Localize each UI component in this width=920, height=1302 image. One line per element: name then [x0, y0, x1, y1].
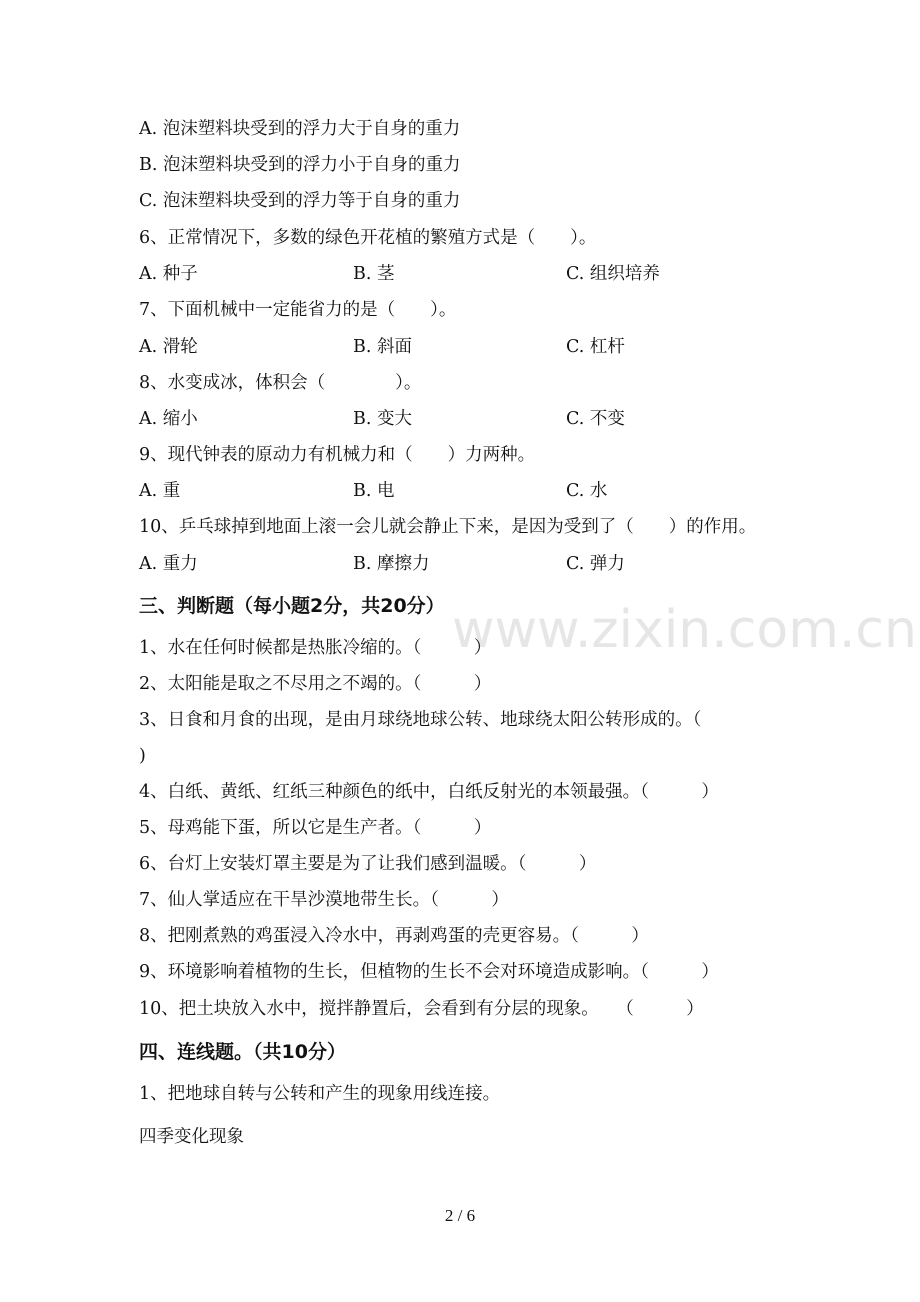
judge-item-9: 9、环境影响着植物的生长，但植物的生长不会对环境造成影响。（ ）: [139, 962, 719, 982]
judge-item-3-cont: ): [139, 746, 146, 766]
watermark: www.zixin.com.cn: [452, 600, 917, 660]
q10-option-c: C. 弹力: [566, 554, 625, 574]
judge-item-7: 7、仙人掌适应在干旱沙漠地带生长。（ ）: [139, 890, 509, 910]
q6-option-c: C. 组织培养: [566, 264, 660, 284]
q7-option-b: B. 斜面: [353, 337, 412, 357]
section-4-heading: 四、连线题。（共10分）: [139, 1041, 346, 1063]
q8-option-a: A. 缩小: [139, 409, 198, 429]
q10-option-b: B. 摩擦力: [353, 554, 430, 574]
matching-label: 四季变化现象: [139, 1127, 244, 1147]
q9-option-c: C. 水: [566, 481, 608, 501]
judge-item-4: 4、白纸、黄纸、红纸三种颜色的纸中，白纸反射光的本领最强。（ ）: [139, 782, 719, 802]
option-line: A. 泡沫塑料块受到的浮力大于自身的重力: [139, 119, 461, 139]
judge-item-10: 10、把土块放入水中，搅拌静置后，会看到有分层的现象。 （ ）: [139, 999, 704, 1019]
judge-item-8: 8、把刚煮熟的鸡蛋浸入冷水中，再剥鸡蛋的壳更容易。（ ）: [139, 926, 649, 946]
option-line: C. 泡沫塑料块受到的浮力等于自身的重力: [139, 191, 461, 211]
section-3-heading: 三、判断题（每小题2分，共20分）: [139, 595, 445, 617]
matching-item-1: 1、把地球自转与公转和产生的现象用线连接。: [139, 1084, 501, 1104]
option-line: B. 泡沫塑料块受到的浮力小于自身的重力: [139, 155, 461, 175]
question-8: 8、水变成冰，体积会（ ）。: [139, 373, 422, 393]
judge-item-2: 2、太阳能是取之不尽用之不竭的。（ ）: [139, 674, 492, 694]
q8-option-b: B. 变大: [353, 409, 412, 429]
q7-option-c: C. 杠杆: [566, 337, 625, 357]
question-10: 10、乒乓球掉到地面上滚一会儿就会静止下来，是因为受到了（ ）的作用。: [139, 517, 757, 537]
page-number: 2 / 6: [444, 1206, 476, 1225]
q8-option-c: C. 不变: [566, 409, 625, 429]
judge-item-3: 3、日食和月食的出现，是由月球绕地球公转、地球绕太阳公转形成的。（: [139, 710, 702, 730]
judge-item-6: 6、台灯上安装灯罩主要是为了让我们感到温暖。（ ）: [139, 854, 597, 874]
q7-option-a: A. 滑轮: [139, 337, 198, 357]
judge-item-1: 1、水在任何时候都是热胀冷缩的。（ ）: [139, 638, 492, 658]
q9-option-a: A. 重: [139, 481, 181, 501]
q10-option-a: A. 重力: [139, 554, 198, 574]
question-6: 6、正常情况下，多数的绿色开花植的繁殖方式是（ ）。: [139, 228, 597, 248]
question-7: 7、下面机械中一定能省力的是（ ）。: [139, 300, 457, 320]
question-9: 9、现代钟表的原动力有机械力和（ ）力两种。: [139, 445, 536, 465]
q6-option-b: B. 茎: [353, 264, 395, 284]
judge-item-5: 5、母鸡能下蛋，所以它是生产者。（ ）: [139, 818, 492, 838]
q6-option-a: A. 种子: [139, 264, 198, 284]
q9-option-b: B. 电: [353, 481, 395, 501]
